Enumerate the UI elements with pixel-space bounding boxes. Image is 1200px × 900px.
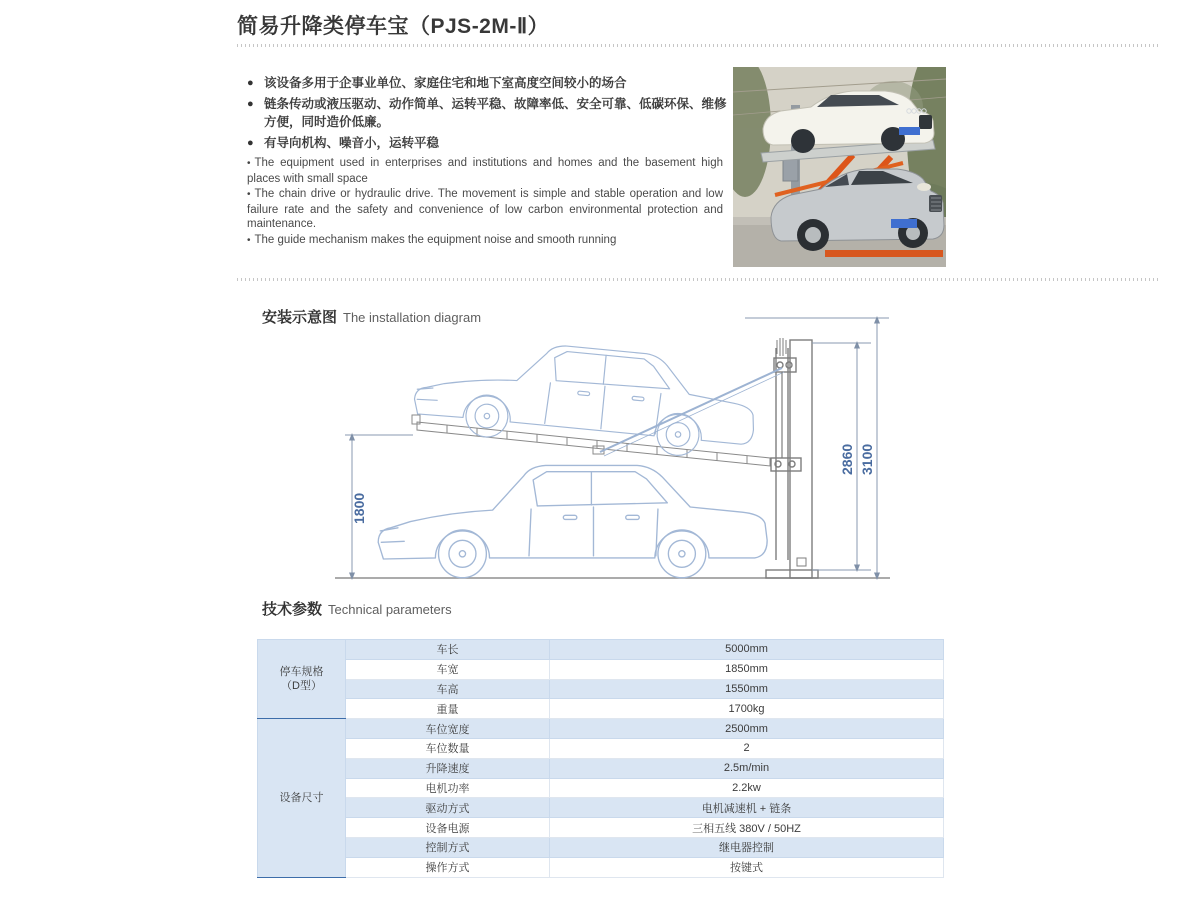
spec-row [258, 758, 944, 778]
feature-bullet-cn [247, 95, 729, 131]
tilted-platform [412, 415, 770, 466]
spec-row [258, 699, 944, 719]
spec-row [258, 679, 944, 699]
group-header-equipment-size: 设备尺寸 [258, 719, 346, 877]
dim-label-2860: 2860 [839, 443, 855, 475]
spec-name-cell: 车位数量 [346, 738, 550, 758]
specs-heading [262, 598, 452, 619]
feature-bullet-en-text: The guide mechanism makes the equipment noise and smooth running [254, 233, 617, 246]
spec-value-cell: 1700kg [550, 699, 944, 719]
spec-value-cell: 电机减速机 + 链条 [550, 798, 944, 818]
spec-value-cell: 继电器控制 [550, 837, 944, 857]
product-photo [733, 67, 946, 267]
installation-diagram [333, 310, 891, 592]
spec-name-cell: 控制方式 [346, 837, 550, 857]
spec-row [258, 778, 944, 798]
spec-value-cell: 2 [550, 738, 944, 758]
spec-value-cell: 5000mm [550, 640, 944, 660]
specs-heading-cn: 技术参数 [262, 601, 323, 618]
feature-bullet-cn [247, 74, 729, 92]
lift-column [766, 338, 818, 578]
spec-value-cell: 2.5m/min [550, 758, 944, 778]
spec-value-cell: 1850mm [550, 659, 944, 679]
bullet-dot-icon: ● [247, 137, 254, 149]
group-header-parking-spec: 停车规格（D型） [258, 640, 346, 719]
spec-row [258, 719, 944, 739]
dim-label-1800: 1800 [351, 492, 367, 524]
bullet-dot-icon: ● [247, 98, 254, 110]
dimension-labels [351, 444, 875, 524]
feature-bullet-cn-text: 有导向机构、噪音小，运转平稳 [264, 136, 440, 150]
upper-car-lineart [412, 332, 760, 462]
spec-name-cell: 车宽 [346, 659, 550, 679]
specs-table [257, 639, 944, 878]
dim-label-3100: 3100 [859, 443, 875, 475]
spec-name-cell: 车高 [346, 679, 550, 699]
spec-value-cell: 按键式 [550, 857, 944, 877]
spec-row [258, 837, 944, 857]
spec-row [258, 798, 944, 818]
spec-name-cell: 车位宽度 [346, 719, 550, 739]
spec-value-cell: 2.2kw [550, 778, 944, 798]
spec-row [258, 857, 944, 877]
feature-bullet-en [247, 233, 723, 249]
title-divider [237, 44, 1159, 47]
feature-bullet-cn-text: 链条传动或液压驱动、动作简单、运转平稳、故障率低、安全可靠、低碳环保、维修方便，同时造价低廉。 [264, 97, 727, 129]
feature-bullet-en-text: The equipment used in enterprises and institutions and homes and the basement high places with small space [247, 157, 723, 185]
feature-bullet-cn-text: 该设备多用于企事业单位、家庭住宅和地下室高度空间较小的场合 [264, 76, 627, 90]
feature-bullets-cn [247, 74, 729, 155]
spec-row [258, 659, 944, 679]
spec-name-cell: 设备电源 [346, 818, 550, 838]
feature-bullet-cn [247, 134, 729, 152]
bullet-dot-icon: • [247, 234, 251, 246]
spec-value-cell: 三相五线 380V / 50HZ [550, 818, 944, 838]
installation-heading-en: The installation diagram [343, 310, 482, 325]
spec-name-cell: 电机功率 [346, 778, 550, 798]
feature-bullets-en [247, 156, 723, 249]
feature-bullet-en-text: The chain drive or hydraulic drive. The movement is simple and stable operation and low failure rate and the safety and convenience of low carbon environmental protection and maintenance. [247, 188, 723, 230]
spec-value-cell: 1550mm [550, 679, 944, 699]
bullet-dot-icon: • [247, 189, 251, 200]
page-title: 简易升降类停车宝（PJS-2M-Ⅱ） [237, 15, 550, 38]
installation-heading-cn: 安装示意图 [262, 309, 338, 326]
spec-row [258, 738, 944, 758]
bullet-dot-icon: ● [247, 77, 254, 89]
feature-bullet-en [247, 156, 723, 186]
lower-car-lineart [378, 465, 767, 577]
spec-value-cell: 2500mm [550, 719, 944, 739]
spec-row [258, 818, 944, 838]
section-divider [237, 278, 1159, 281]
spec-name-cell: 车长 [346, 640, 550, 660]
spec-row [258, 640, 944, 660]
spec-name-cell: 升降速度 [346, 758, 550, 778]
spec-name-cell: 重量 [346, 699, 550, 719]
spec-name-cell: 驱动方式 [346, 798, 550, 818]
bullet-dot-icon: • [247, 158, 251, 169]
lift-cables [600, 368, 784, 458]
specs-heading-en: Technical parameters [328, 602, 452, 617]
feature-bullet-en [247, 187, 723, 232]
spec-name-cell: 操作方式 [346, 857, 550, 877]
